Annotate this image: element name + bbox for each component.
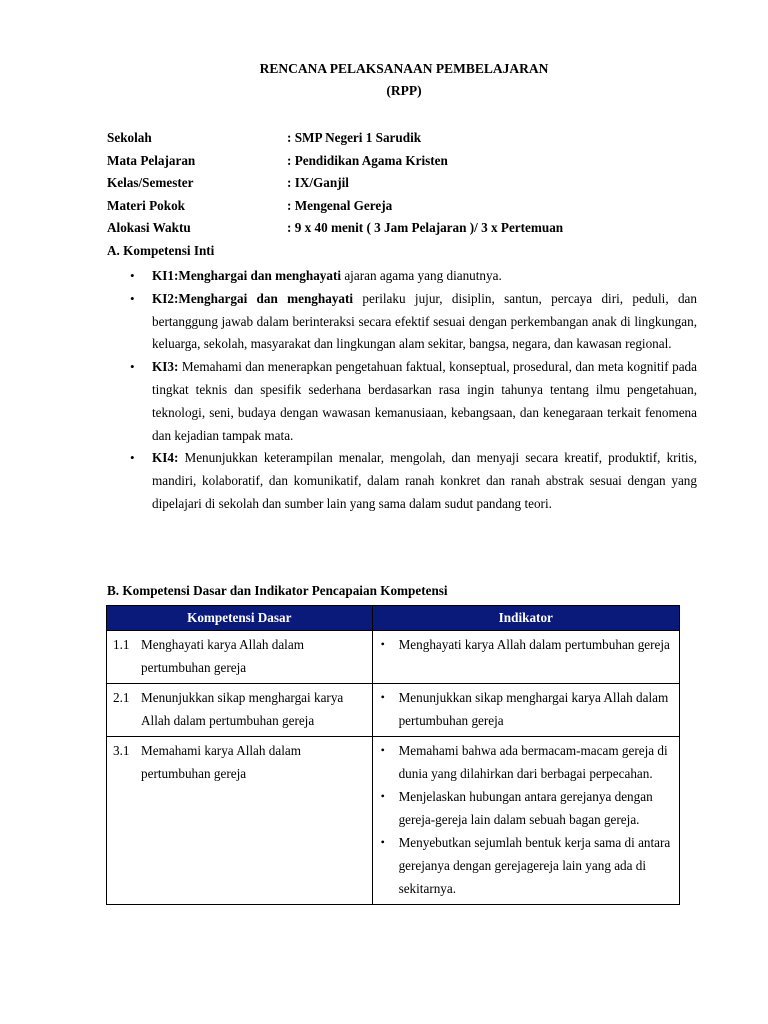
- kd-entry: [113, 633, 366, 679]
- meta-value: : IX/Ganjil: [287, 175, 349, 191]
- meta-row-class: [107, 174, 707, 197]
- list-item: [130, 447, 697, 515]
- bullet-icon: •: [130, 450, 135, 466]
- kd-cell: [107, 631, 373, 684]
- indicator-item: [379, 785, 673, 831]
- list-item: [130, 356, 697, 447]
- indicator-item: [379, 739, 673, 785]
- indicator-item: [379, 633, 673, 656]
- bullet-icon: •: [130, 268, 135, 283]
- indicator-cell: [372, 684, 679, 737]
- meta-row-school: [107, 129, 707, 152]
- indicator-cell: [372, 631, 679, 684]
- meta-label: Mata Pelajaran: [107, 152, 196, 168]
- meta-value: : Mengenal Gereja: [287, 197, 393, 213]
- bullet-icon: •: [380, 789, 385, 803]
- meta-value: : SMP Negeri 1 Sarudik: [287, 130, 422, 145]
- document-subtitle: (RPP): [386, 83, 422, 98]
- bullet-icon: •: [130, 290, 135, 306]
- bullet-icon: •: [380, 835, 385, 849]
- indicator-cell: [372, 737, 679, 905]
- kd-text: Menghayati karya Allah dalam pertumbuhan gereja: [141, 637, 304, 675]
- meta-label: Materi Pokok: [107, 197, 186, 213]
- ki-label: KI2:Menghargai dan menghayati: [152, 290, 354, 306]
- competency-table: [106, 605, 680, 905]
- kd-cell: [107, 684, 373, 737]
- bullet-icon: •: [130, 359, 135, 375]
- identity-block: [107, 129, 707, 242]
- table-header-row: [107, 606, 680, 631]
- meta-label: Sekolah: [107, 130, 152, 145]
- meta-row-topic: [107, 197, 707, 220]
- meta-value: : 9 x 40 menit ( 3 Jam Pelajaran )/ 3 x Pertemuan: [287, 220, 564, 236]
- kd-entry: [113, 686, 366, 732]
- ki-label: KI1:Menghargai dan menghayati: [152, 268, 342, 283]
- bullet-icon: •: [380, 690, 385, 704]
- ki-label: KI3:: [152, 359, 179, 375]
- meta-label: Kelas/Semester: [107, 175, 194, 191]
- kd-number: 3.1: [113, 743, 130, 758]
- ki-text: ajaran agama yang dianutnya.: [341, 268, 502, 283]
- kd-number: 1.1: [113, 637, 130, 652]
- kd-entry: [113, 739, 366, 785]
- indicator-item: [379, 831, 673, 900]
- kd-text: Menunjukkan sikap menghargai karya Allah dalam pertumbuhan gereja: [141, 690, 344, 728]
- meta-row-time: [107, 219, 707, 242]
- indicator-item: [379, 686, 673, 732]
- ki-text: perilaku jujur, disiplin, santun, percaya diri, peduli, dan bertanggung jawab dalam berinteraksi secara efektif sesuai dengan perkembangan anak di lingkungan, keluarga, sekolah, masyarakat dan lingkungan alam sekitar, bangsa, negara, dan kawasan regional.: [152, 290, 697, 352]
- kd-cell: [107, 737, 373, 905]
- meta-value: : Pendidikan Agama Kristen: [287, 152, 448, 168]
- column-header-kd: Kompetensi Dasar: [107, 606, 373, 631]
- indicator-text: Menghayati karya Allah dalam pertumbuhan gereja: [398, 637, 670, 652]
- indicator-text: Menyebutkan sejumlah bentuk kerja sama di antara gerejanya dengan gerejagereja lain yang ada di sekitarnya.: [398, 835, 671, 896]
- indicator-text: Menjelaskan hubungan antara gerejanya dengan gereja-gereja lain dalam sebuah bagan gereja.: [398, 789, 653, 827]
- column-header-indicator: Indikator: [372, 606, 679, 631]
- list-item: [130, 288, 697, 356]
- core-competency-list: [130, 265, 697, 516]
- indicator-text: Memahami bahwa ada bermacam-macam gereja di dunia yang dilahirkan dari berbagai perpecahan.: [398, 743, 668, 781]
- table-row: [107, 631, 680, 684]
- section-b-heading: B. Kompetensi Dasar dan Indikator Pencapaian Kompetensi: [107, 583, 448, 598]
- indicator-text: Menunjukkan sikap menghargai karya Allah dalam pertumbuhan gereja: [398, 690, 669, 728]
- kd-number: 2.1: [113, 690, 130, 705]
- document-title: RENCANA PELAKSANAAN PEMBELAJARAN: [259, 61, 549, 76]
- table-row: [107, 684, 680, 737]
- bullet-icon: •: [380, 637, 385, 651]
- meta-label: Alokasi Waktu: [107, 220, 191, 236]
- list-item: [130, 265, 697, 288]
- table-row: [107, 737, 680, 905]
- ki-text: Menunjukkan keterampilan menalar, mengolah, dan menyaji secara kreatif, produktif, kritis, mandiri, kolaboratif, dan komunikatif, dalam ranah konkret dan ranah abstrak sesuai dengan yang dipelajari di sekolah dan sumber lain yang sama dalam sudut pandang teori.: [152, 450, 697, 511]
- bullet-icon: •: [380, 743, 385, 757]
- ki-label: KI4:: [152, 450, 179, 466]
- section-a-heading: A. Kompetensi Inti: [107, 243, 215, 258]
- meta-row-subject: [107, 152, 707, 175]
- kd-text: Memahami karya Allah dalam pertumbuhan gereja: [141, 743, 302, 781]
- ki-text: Memahami dan menerapkan pengetahuan faktual, konseptual, prosedural, dan meta kognitif pada tingkat teknis dan spesifik sederhana berdasarkan rasa ingin tahunya tentang ilmu pengetahuan, teknologi, seni, budaya dengan wawasan kemanusiaan, kebangsaan, dan kenegaraan terkait fenomena dan kejadian tampak mata.: [152, 359, 697, 443]
